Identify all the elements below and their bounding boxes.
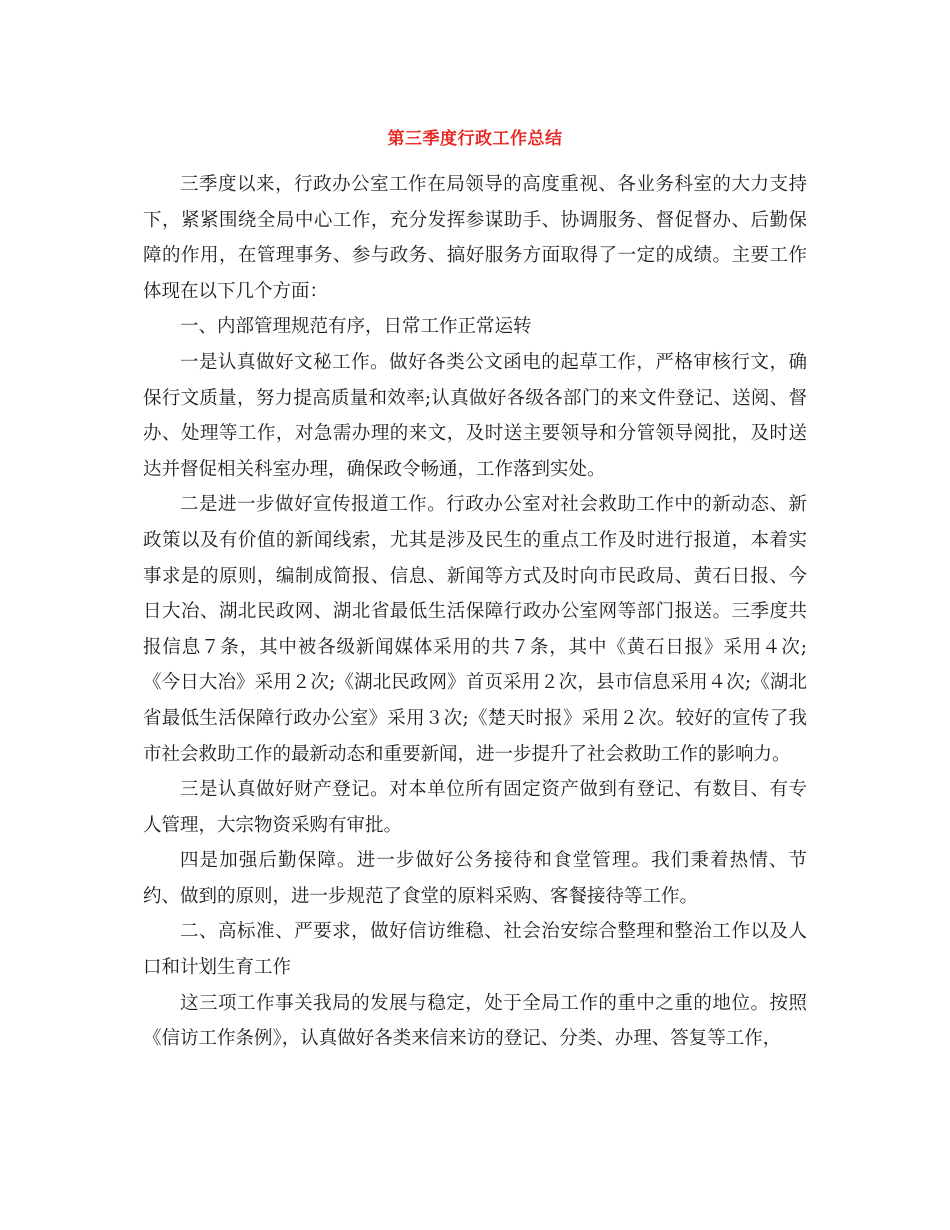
section-heading-2: 二、高标准、严要求，做好信访维稳、社会治安综合整理和整治工作以及人口和计划生育工作	[143, 921, 807, 979]
paragraph-petition: 这三项工作事关我局的发展与稳定，处于全局工作的重中之重的地位。按照《信访工作条例》，认真做好各类来信来访的登记、分类、办理、答复等工作，	[143, 992, 807, 1050]
paragraph-logistics: 四是加强后勤保障。进一步做好公务接待和食堂管理。我们秉着热情、节约、做到的原则，进一步规范了食堂的原料采购、客餐接待等工作。	[143, 850, 807, 907]
paragraph-secretarial: 一是认真做好文秘工作。做好各类公文函电的起草工作，严格审核行文，确保行文质量，努力提高质量和效率;认真做好各级各部门的来文件登记、送阅、督办、处理等工作，对急需办理的来文，及时送主要领导和分管领导阅批，及时送达并督促相关科室办理，确保政令畅通，工作落到实处。	[143, 351, 807, 480]
paragraph-publicity: 二是进一步做好宣传报道工作。行政办公室对社会救助工作中的新动态、新政策以及有价值的新闻线索，尤其是涉及民生的重点工作及时进行报道，本着实事求是的原则，编制成简报、信息、新闻等方式及时向市民政局、黄石日报、今日大冶、湖北民政网、湖北省最低生活保障行政办公室网等部门报送。三季度共报信息７条，其中被各级新闻媒体采用的共７条，其中《黄石日报》采用４次;《今日大冶》采用２次;《湖北民政网》首页采用２次，县市信息采用４次;《湖北省最低生活保障行政办公室》采用３次;《楚天时报》采用２次。较好的宣传了我市社会救助工作的最新动态和重要新闻，进一步提升了社会救助工作的影响力。	[143, 494, 807, 765]
document-title: 第三季度行政工作总结	[387, 129, 563, 149]
section-heading-1: 一、内部管理规范有序，日常工作正常运转	[180, 316, 532, 338]
paragraph-property: 三是认真做好财产登记。对本单位所有固定资产做到有登记、有数目、有专人管理，大宗物资采购有审批。	[143, 779, 807, 836]
document-body	[143, 167, 807, 1057]
paragraph-intro: 三季度以来，行政办公室工作在局领导的高度重视、各业务科室的大力支持下，紧紧围绕全局中心工作，充分发挥参谋助手、协调服务、督促督办、后勤保障的作用，在管理事务、参与政务、搞好服务方面取得了一定的成绩。主要工作体现在以下几个方面：	[143, 174, 807, 302]
